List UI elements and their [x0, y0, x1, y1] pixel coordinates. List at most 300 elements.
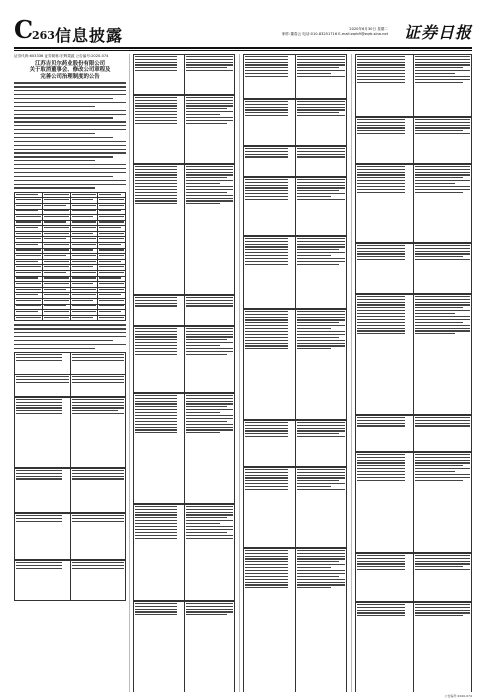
announcement-body: [14, 82, 126, 601]
text-line: [297, 340, 346, 341]
table-cell: [70, 561, 126, 601]
text-line: [297, 154, 346, 155]
text-line: [72, 255, 97, 256]
text-line: [415, 302, 470, 303]
text-line: [357, 259, 405, 260]
text-line: [16, 199, 41, 200]
text-line: [415, 607, 470, 608]
text-line: [357, 558, 405, 559]
table-cell: [15, 398, 71, 468]
table-cell: [295, 237, 347, 309]
text-line: [135, 334, 177, 335]
title-line: 关于取消董事会、修改公司章程及: [29, 67, 111, 74]
table-cell: [244, 468, 296, 548]
text-line: [16, 379, 69, 380]
table-cell: [134, 296, 185, 326]
text-line: [357, 569, 405, 570]
table-cell: [356, 554, 414, 602]
text-line: [297, 182, 346, 183]
text-line: [14, 324, 126, 325]
text-line: [44, 305, 66, 306]
text-line: [357, 468, 405, 469]
text-line: [357, 423, 405, 424]
table-cell: [356, 453, 414, 553]
text-line: [135, 120, 177, 121]
text-line: [297, 319, 346, 320]
text-line: [245, 334, 288, 335]
text-line: [186, 512, 234, 513]
text-line: [245, 345, 288, 346]
table-row: [134, 165, 235, 295]
text-line: [44, 205, 66, 206]
text-line: [245, 101, 288, 102]
text-line: [16, 476, 62, 477]
text-line: [135, 517, 177, 518]
table-cell: [244, 178, 296, 236]
text-line: [16, 518, 62, 519]
text-line: [14, 176, 113, 177]
text-line: [186, 183, 220, 184]
table-row: [244, 310, 347, 420]
text-line: [297, 241, 346, 242]
table-row: [134, 96, 235, 164]
text-line: [14, 114, 126, 115]
text-line: [135, 351, 177, 352]
text-line: [245, 151, 288, 152]
text-line: [415, 468, 470, 469]
text-line: [297, 325, 346, 326]
text-line: [16, 470, 62, 471]
text-line: [186, 303, 234, 304]
text-line: [99, 238, 124, 239]
table-row: [356, 416, 472, 452]
text-line: [297, 67, 340, 68]
text-line: [135, 529, 177, 530]
table-cell: [414, 416, 472, 452]
text-line: [186, 328, 234, 329]
text-line: [135, 415, 177, 416]
text-line: [44, 289, 66, 290]
text-line: [415, 70, 470, 71]
disclosure-table: [133, 295, 235, 326]
text-line: [16, 521, 62, 522]
table-row: [356, 118, 472, 164]
text-line: [415, 610, 470, 611]
text-line: [44, 311, 69, 312]
table-cell: [414, 118, 472, 164]
text-line: [14, 336, 126, 337]
text-line: [357, 615, 405, 616]
text-line: [415, 122, 470, 123]
text-line: [135, 606, 177, 607]
text-line: [16, 255, 41, 256]
text-line: [415, 79, 470, 80]
table-row: [356, 554, 472, 602]
text-line: [186, 514, 234, 515]
disclosure-table: [14, 560, 126, 601]
text-line: [245, 112, 288, 113]
text-line: [297, 62, 346, 63]
text-line: [135, 62, 177, 63]
text-line: [245, 258, 288, 259]
text-line: [357, 310, 405, 311]
text-line: [72, 294, 97, 295]
text-line: [135, 186, 177, 187]
text-line: [186, 517, 228, 518]
text-line: [135, 398, 177, 399]
text-line: [357, 67, 405, 68]
text-line: [72, 289, 97, 290]
text-line: [245, 337, 288, 338]
text-line: [245, 422, 288, 423]
text-line: [357, 480, 405, 481]
text-line: [16, 205, 41, 206]
table-row: [244, 468, 347, 548]
text-line: [99, 227, 121, 228]
text-line: [245, 241, 288, 242]
text-line: [16, 294, 38, 295]
text-line: [415, 569, 470, 570]
text-line: [186, 120, 234, 121]
text-line: [297, 573, 346, 574]
text-line: [245, 582, 288, 583]
text-line: [415, 561, 470, 562]
text-line: [415, 462, 470, 463]
text-line: [99, 205, 124, 206]
text-line: [186, 339, 228, 340]
text-line: [357, 607, 405, 608]
text-line: [415, 248, 470, 249]
disclosure-table: [243, 420, 347, 467]
text-line: [357, 477, 405, 478]
text-line: [186, 114, 220, 115]
text-line: [135, 609, 177, 610]
text-line: [44, 194, 69, 195]
text-line: [14, 141, 126, 142]
header-rule-thin: [14, 50, 472, 51]
text-line: [415, 304, 470, 305]
text-line: [186, 348, 234, 349]
text-line: [135, 70, 177, 71]
text-line: [186, 172, 234, 173]
text-line: [297, 584, 346, 585]
text-line: [135, 180, 177, 181]
table-cell: [414, 165, 472, 243]
text-line: [357, 169, 405, 170]
text-line: [135, 123, 177, 124]
text-line: [44, 317, 69, 318]
stock-code-line: 证券代码:603336 证券简称:宏辉果蔬 公告编号:2020-074: [14, 54, 109, 58]
text-line: [16, 277, 38, 278]
text-line: [14, 328, 126, 329]
table-cell: [134, 55, 185, 95]
disclosure-table: [133, 326, 235, 393]
text-line: [72, 300, 94, 301]
table-row: [134, 296, 235, 326]
text-line: [186, 100, 234, 101]
text-line: [357, 561, 405, 562]
text-line: [415, 316, 470, 317]
text-line: [297, 179, 346, 180]
table-cell: [244, 100, 296, 146]
table-row: [134, 394, 235, 504]
text-line: [135, 331, 177, 332]
table-row: [134, 327, 235, 393]
text-line: [16, 283, 41, 284]
text-line: [44, 249, 69, 250]
text-line: [44, 244, 69, 245]
text-line: [186, 70, 234, 71]
text-line: [44, 294, 69, 295]
text-line: [16, 289, 41, 290]
table-cell: [414, 453, 472, 553]
text-line: [72, 227, 97, 228]
text-line: [16, 568, 62, 569]
disclosure-table: [14, 192, 126, 322]
text-line: [415, 307, 463, 308]
text-line: [415, 59, 470, 60]
text-line: [245, 428, 288, 429]
text-line: [415, 56, 470, 57]
text-line: [14, 137, 113, 138]
table-row: [15, 375, 126, 397]
table-cell: [70, 375, 126, 397]
text-line: [14, 98, 113, 99]
text-line: [14, 94, 126, 95]
text-line: [135, 535, 177, 536]
text-line: [186, 108, 228, 109]
text-line: [16, 210, 38, 211]
comparison-table: [355, 54, 472, 692]
text-line: [16, 317, 41, 318]
text-line: [357, 192, 405, 193]
text-line: [415, 299, 470, 300]
text-line: [72, 382, 125, 383]
text-line: [186, 354, 228, 355]
text-line: [135, 166, 177, 167]
text-line: [135, 200, 177, 201]
text-line: [245, 425, 288, 426]
text-line: [415, 333, 455, 334]
text-line: [135, 103, 177, 104]
text-line: [16, 357, 62, 358]
text-line: [415, 245, 470, 246]
text-line: [357, 313, 405, 314]
text-line: [415, 474, 470, 475]
table-row: [244, 421, 347, 467]
text-line: [415, 127, 470, 128]
text-line: [135, 429, 177, 430]
text-line: [135, 424, 177, 425]
text-line: [415, 64, 470, 65]
text-line: [245, 472, 288, 473]
text-line: [357, 62, 405, 63]
text-line: [16, 233, 41, 234]
text-line: [72, 379, 125, 380]
text-line: [135, 169, 177, 170]
text-line: [16, 399, 62, 400]
text-line: [297, 436, 346, 437]
text-line: [135, 59, 177, 60]
text-line: [245, 148, 288, 149]
text-line: [186, 97, 234, 98]
table-cell: [184, 96, 235, 164]
disclosure-table: [355, 452, 472, 553]
text-line: [245, 469, 288, 470]
text-line: [245, 480, 288, 481]
text-line: [297, 556, 346, 557]
disclosure-table: [355, 415, 472, 452]
text-line: [72, 402, 125, 403]
text-line: [245, 311, 288, 312]
text-line: [245, 561, 288, 562]
disclosure-table: [243, 99, 347, 146]
text-line: [14, 149, 126, 150]
text-line: [297, 252, 346, 253]
table-cell: [295, 178, 347, 236]
text-line: [297, 246, 346, 247]
table-row: [244, 178, 347, 236]
text-line: [14, 180, 126, 181]
table-cell: [356, 55, 414, 117]
text-line: [297, 199, 346, 200]
table-cell: [356, 295, 414, 415]
text-line: [16, 244, 38, 245]
disclosure-table: [14, 513, 126, 560]
table-cell: [414, 55, 472, 117]
text-line: [245, 56, 288, 57]
text-line: [245, 587, 288, 588]
text-line: [16, 272, 41, 273]
text-line: [16, 360, 62, 361]
text-line: [415, 313, 455, 314]
text-line: [186, 67, 228, 68]
text-line: [72, 476, 125, 477]
text-line: [357, 245, 405, 246]
text-line: [297, 311, 346, 312]
text-line: [135, 345, 177, 346]
text-line: [14, 125, 126, 126]
text-line: [415, 604, 470, 605]
text-line: [72, 518, 125, 519]
text-line: [245, 570, 288, 571]
text-line: [72, 272, 97, 273]
text-line: [135, 183, 177, 184]
text-line: [297, 196, 332, 197]
table-row: [15, 398, 126, 468]
table-cell: [356, 244, 414, 294]
text-line: [72, 238, 97, 239]
column-4: [355, 54, 472, 692]
text-line: [297, 244, 346, 245]
table-row: [244, 100, 347, 146]
text-line: [16, 354, 62, 355]
text-line: [14, 110, 126, 111]
text-line: [415, 256, 463, 257]
text-line: [135, 418, 177, 419]
text-line: [357, 610, 405, 611]
text-line: [415, 186, 470, 187]
text-line: [135, 342, 177, 343]
text-line: [135, 532, 177, 533]
table-row: [134, 55, 235, 95]
issue-date: 2020年6月30日 星期二: [349, 27, 388, 31]
text-line: [99, 266, 124, 267]
disclosure-table: [14, 352, 126, 397]
text-line: [44, 227, 69, 228]
text-line: [297, 477, 346, 478]
text-line: [135, 174, 177, 175]
text-line: [186, 429, 234, 430]
disclosure-table: [14, 468, 126, 513]
title-line: 完善公司治理制度的公告: [40, 73, 100, 80]
text-line: [357, 299, 405, 300]
text-line: [297, 480, 340, 481]
text-line: [415, 130, 463, 131]
text-line: [186, 174, 234, 175]
text-line: [357, 248, 405, 249]
text-line: [357, 325, 405, 326]
table-cell: [244, 55, 296, 99]
text-line: [14, 164, 126, 165]
issue-info: [282, 27, 388, 37]
disclosure-table: [243, 146, 347, 177]
text-line: [16, 311, 38, 312]
text-line: [415, 180, 470, 181]
text-line: [72, 565, 125, 566]
text-line: [415, 425, 470, 426]
text-line: [297, 558, 346, 559]
text-line: [186, 297, 234, 298]
issue-contact: 制作:董春云 电话:010-83251716 E-mail:zqrb9@zqrb.sina.net: [281, 32, 388, 36]
text-line: [99, 317, 124, 318]
column-divider: [239, 54, 240, 692]
text-line: [357, 70, 405, 71]
text-line: [16, 565, 62, 566]
text-line: [72, 473, 125, 474]
text-line: [297, 472, 346, 473]
text-line: [415, 423, 470, 424]
text-line: [297, 190, 340, 191]
text-line: [186, 421, 228, 422]
text-line: [186, 189, 234, 190]
text-line: [357, 186, 405, 187]
text-line: [14, 340, 113, 341]
text-line: [186, 398, 234, 399]
text-line: [16, 405, 62, 406]
text-line: [135, 328, 177, 329]
text-line: [135, 395, 177, 396]
text-line: [245, 430, 288, 431]
text-line: [186, 117, 234, 118]
text-line: [297, 264, 340, 265]
text-line: [14, 106, 95, 107]
text-line: [415, 322, 463, 323]
text-line: [186, 418, 234, 419]
table-cell: [295, 468, 347, 548]
text-line: [186, 169, 234, 170]
text-line: [135, 403, 177, 404]
text-line: [135, 67, 177, 68]
text-line: [245, 261, 288, 262]
table-cell: [184, 394, 235, 504]
text-line: [357, 612, 405, 613]
text-line: [415, 328, 470, 329]
text-line: [415, 480, 463, 481]
text-line: [135, 401, 177, 402]
text-line: [186, 611, 234, 612]
table-row: [356, 295, 472, 415]
